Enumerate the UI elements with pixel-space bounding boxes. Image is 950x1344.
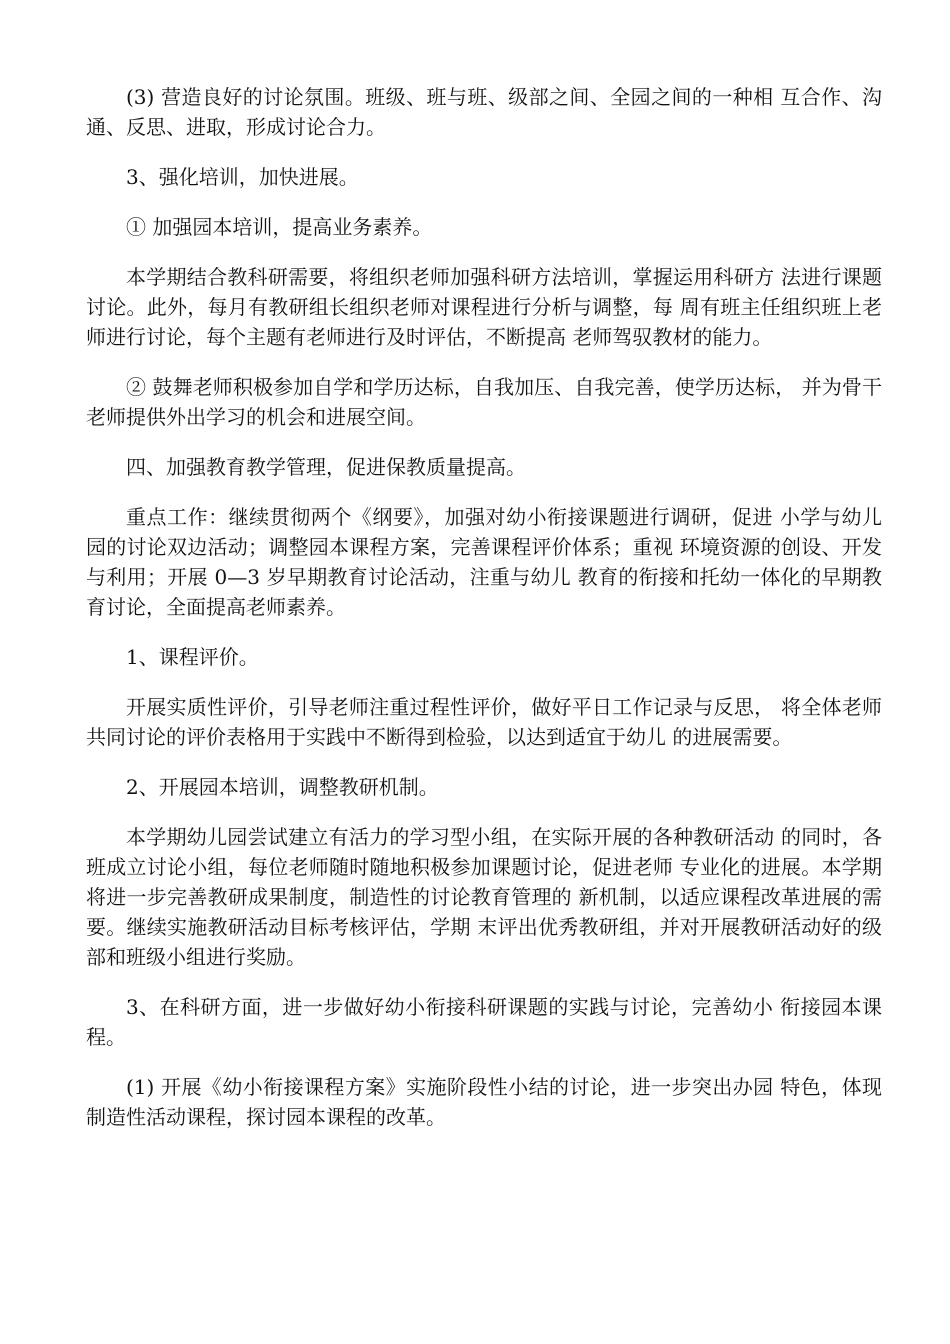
heading-research-aspect: 3、在科研方面，进一步做好幼小衔接科研课题的实践与讨论，完善幼小 衔接园本课程。: [86, 995, 882, 1049]
subheading-school-training: ① 加强园本培训，提高业务素养。: [126, 215, 433, 239]
subheading-encourage-teachers: ② 鼓舞老师积极参加自学和学历达标，自我加压、自我完善，使学历达标， 并为骨干老师提供外出学习的机会和进展空间。: [86, 375, 882, 429]
paragraph-key-work: 重点工作：继续贯彻两个《纲要》，加强对幼小衔接课题进行调研，促进 小学与幼儿园的讨论双边活动；调整园本课程方案，完善课程评价体系；重视 环境资源的创设、开发与利用；开展 0—3 岁早期教育讨论活动，注重与幼儿 教育的衔接和托幼一体化的早期教育讨论，全面提高老师素养。: [86, 505, 882, 619]
paragraph-transition-plan: (1) 开展《幼小衔接课程方案》实施阶段性小结的讨论，进一步突出办园 特色，体现制造性活动课程，探讨园本课程的改革。: [86, 1075, 882, 1129]
document-body: [86, 82, 882, 1152]
paragraph-research-training: 本学期结合教科研需要，将组织老师加强科研方法培训，掌握运用科研方 法进行课题讨论。此外，每月有教研组长组织老师对课程进行分析与调整，每 周有班主任组织班上老师进行讨论，每个主题有老师进行及时评估，不断提高 老师驾驭教材的能力。: [86, 265, 882, 349]
paragraph-learning-groups: 本学期幼儿园尝试建立有活力的学习型小组，在实际开展的各种教研活动 的同时，各班成立讨论小组，每位老师随时随地积极参加课题讨论，促进老师 专业化的进展。本学期将进一步完善教研成果制度，制造性的讨论教育管理的 新机制，以适应课程改革进展的需要。继续实施教研活动目标考核评估，学期 末评出优秀教研组，并对开展教研活动好的级部和班级小组进行奖励。: [86, 825, 882, 969]
paragraph-discussion-atmosphere: (3) 营造良好的讨论氛围。班级、班与班、级部之间、全园之间的一种相 互合作、沟通、反思、进取，形成讨论合力。: [86, 85, 882, 139]
heading-strengthen-training: 3、强化培训，加快进展。: [126, 165, 359, 189]
heading-course-evaluation: 1、课程评价。: [126, 645, 259, 669]
heading-school-training-mechanism: 2、开展园本培训，调整教研机制。: [126, 775, 439, 799]
heading-teaching-management: 四、加强教育教学管理，促进保教质量提高。: [126, 455, 526, 479]
paragraph-evaluation: 开展实质性评价，引导老师注重过程性评价，做好平日工作记录与反思， 将全体老师共同讨论的评价表格用于实践中不断得到检验，以达到适宜于幼儿 的进展需要。: [86, 695, 882, 749]
